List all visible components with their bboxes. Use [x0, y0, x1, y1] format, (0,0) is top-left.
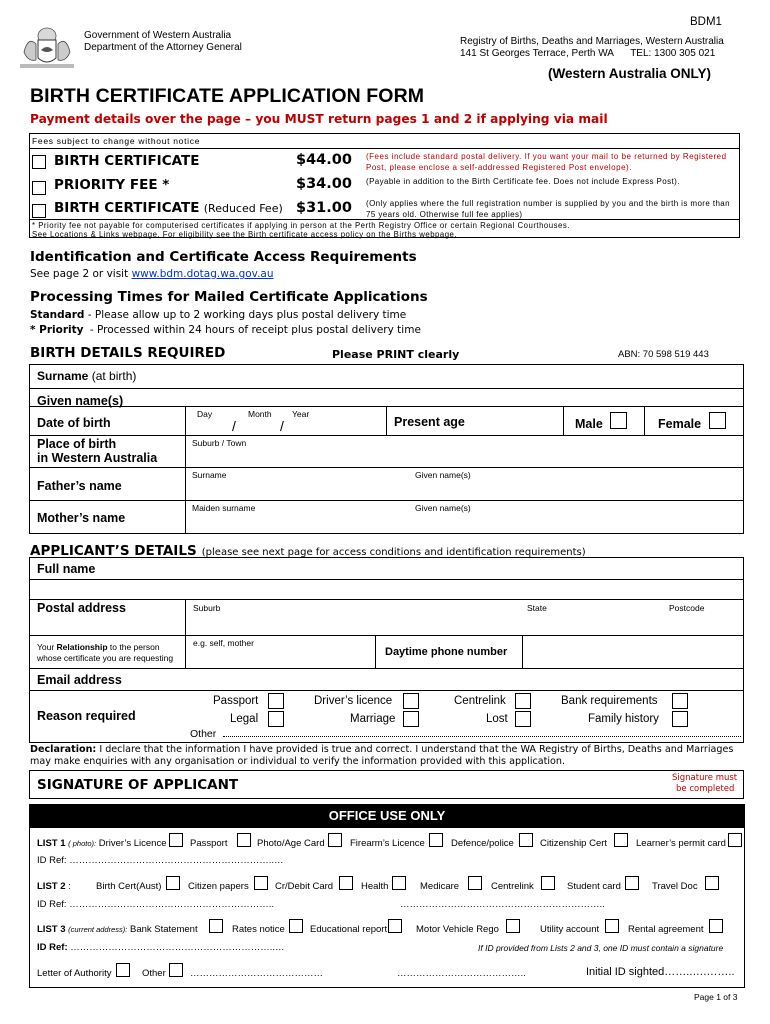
place-of-birth-field[interactable] — [190, 450, 740, 466]
list3-rates-checkbox[interactable] — [289, 919, 303, 933]
list1-idref — [37, 855, 283, 866]
reason-centrelink: Centrelink — [454, 695, 506, 707]
processing-heading: Processing Times for Mailed Certificate Applications — [30, 289, 428, 305]
registry-tel: TEL: 1300 305 021 — [630, 48, 716, 59]
list3-item-1: Rates notice — [232, 924, 285, 935]
list1-item-0: Driver’s Licence — [98, 838, 167, 849]
relationship-example: e.g. self, mother — [193, 638, 254, 648]
dob-year-label: Year — [292, 409, 310, 419]
dob-slash-2: / — [280, 418, 284, 434]
list1-defence-checkbox[interactable] — [519, 833, 533, 847]
reason-family-history: Family history — [588, 713, 659, 725]
relationship-prefix: Your — [37, 642, 57, 652]
reason-passport: Passport — [213, 695, 259, 707]
male-checkbox[interactable] — [610, 412, 627, 429]
abn: ABN: 70 598 519 443 — [618, 349, 709, 360]
list3-idref — [37, 942, 285, 953]
reason-legal: Legal — [230, 713, 259, 725]
fee-label-reduced — [54, 200, 283, 216]
list2-idref-label: ID Ref: — [37, 899, 67, 910]
lost-checkbox[interactable] — [515, 711, 531, 727]
full-name-field[interactable] — [140, 559, 740, 578]
standard-label: Standard — [30, 309, 85, 321]
father-name-field[interactable] — [190, 481, 740, 499]
dob-month-label: Month — [248, 409, 272, 419]
given-names-label: Given name(s) — [37, 394, 124, 408]
list3-rental-checkbox[interactable] — [709, 919, 723, 933]
present-age-label: Present age — [394, 415, 465, 429]
list2-citizen-papers-checkbox[interactable] — [254, 876, 268, 890]
fee-footnote-2: See Locations & Links webpage. For eligibility see the Birth certificate access policy on the Births webpage. — [32, 230, 458, 239]
list3-bank-statement-checkbox[interactable] — [209, 919, 223, 933]
id-heading: Identification and Certificate Access Requirements — [30, 249, 417, 265]
list2-centrelink-checkbox[interactable] — [541, 876, 555, 890]
email-field[interactable] — [140, 670, 740, 689]
list1-item-2: Photo/Age Card — [257, 838, 325, 849]
processing-standard — [30, 309, 406, 321]
list1-photo-card-checkbox[interactable] — [328, 833, 342, 847]
legal-checkbox[interactable] — [268, 711, 284, 727]
fee-note-reduced: (Only applies where the full registration number is supplied by you and the birth is more than 75 years old. Otherwise full fee applies) — [366, 199, 730, 219]
family-history-checkbox[interactable] — [672, 711, 688, 727]
relationship-bold: Relationship — [56, 642, 108, 652]
surname-label — [37, 369, 136, 383]
processing-priority — [30, 324, 421, 336]
passport-checkbox[interactable] — [268, 693, 284, 709]
list2-item-6: Student card — [567, 881, 621, 892]
list1-item-5: Citizenship Cert — [540, 838, 608, 849]
list2-item-5: Centrelink — [491, 881, 534, 892]
female-label: Female — [658, 417, 702, 431]
coat-of-arms-logo — [16, 22, 78, 72]
list3-idref-dots[interactable]: ………………………………………………………..… — [70, 942, 285, 953]
wa-only: (Western Australia ONLY) — [548, 66, 712, 81]
father-name-label: Father’s name — [37, 479, 122, 493]
fees-notice: Fees subject to change without notice — [32, 136, 201, 146]
list2-idref-dots-1[interactable]: ……………………………………………………….. — [69, 899, 274, 910]
relationship-label — [37, 642, 173, 664]
priority-fee-checkbox[interactable] — [32, 181, 46, 195]
id-text-prefix: See page 2 or visit — [30, 268, 132, 280]
list1-learners-checkbox[interactable] — [728, 833, 742, 847]
list2-title: LIST 2 — [37, 881, 66, 892]
priority-label: * Priority — [30, 324, 84, 336]
mother-name-field[interactable] — [190, 514, 740, 532]
list1-item-4: Defence/police — [451, 838, 514, 849]
office-other-checkbox[interactable] — [169, 963, 183, 977]
list2-item-3: Health — [361, 881, 389, 892]
fee-price-reduced: $31.00 — [296, 200, 352, 216]
list2-student-card-checkbox[interactable] — [625, 876, 639, 890]
state-label: State — [527, 603, 547, 613]
list1-firearms-checkbox[interactable] — [429, 833, 443, 847]
reason-marriage: Marriage — [350, 713, 396, 725]
letter-of-authority-checkbox[interactable] — [116, 963, 130, 977]
reason-other-field[interactable] — [223, 736, 741, 737]
reduced-fee-checkbox[interactable] — [32, 204, 46, 218]
list2-idref — [37, 899, 274, 910]
declaration-label: Declaration: — [30, 744, 97, 755]
list3-title: LIST 3 — [37, 924, 66, 935]
birth-details-heading: BIRTH DETAILS REQUIRED — [30, 345, 226, 361]
relationship-field[interactable] — [190, 650, 372, 667]
govt-line-2: Department of the Attorney General — [84, 42, 242, 53]
print-clearly: Please PRINT clearly — [332, 348, 460, 361]
mother-given-label: Given name(s) — [415, 503, 471, 513]
list2-idref-dots-2[interactable]: ……………………………………………………….. — [400, 899, 605, 910]
signature-label: SIGNATURE OF APPLICANT — [37, 777, 239, 793]
dob-day-label: Day — [197, 409, 213, 419]
bdm-link[interactable]: www.bdm.dotag.wa.gov.au — [131, 268, 274, 280]
dob-slash-1: / — [232, 418, 236, 434]
signature-required-2: be completed — [676, 784, 735, 794]
daytime-phone-field[interactable] — [525, 637, 741, 667]
postal-address-field[interactable] — [190, 581, 740, 598]
form-title: BIRTH CERTIFICATE APPLICATION FORM — [30, 85, 425, 107]
applicant-heading-note: (please see next page for access conditions and identification requirements) — [201, 547, 586, 558]
office-other-label: Other — [142, 968, 166, 979]
page-number: Page 1 of 3 — [694, 992, 738, 1002]
dob-field[interactable] — [190, 420, 380, 434]
marriage-checkbox[interactable] — [403, 711, 419, 727]
father-surname-label: Surname — [192, 470, 227, 480]
standard-text: - Please allow up to 2 working days plus postal delivery time — [87, 309, 407, 321]
centrelink-checkbox[interactable] — [515, 693, 531, 709]
suburb-town-label: Suburb / Town — [192, 438, 247, 448]
list3-item-5: Rental agreement — [628, 924, 704, 935]
list3-item-3: Motor Vehicle Rego — [416, 924, 499, 935]
list2-item-2: Cr/Debit Card — [275, 881, 334, 892]
list2-item-7: Travel Doc — [652, 881, 698, 892]
fee-row-reduced[interactable] — [32, 202, 46, 220]
mother-name-label: Mother’s name — [37, 511, 126, 525]
registry-line-1: Registry of Births, Deaths and Marriages, Western Australia — [460, 36, 724, 47]
list2-health-checkbox[interactable] — [392, 876, 406, 890]
registry-line-2 — [460, 48, 715, 59]
applicant-heading-main: APPLICANT’S DETAILS — [30, 543, 197, 559]
office-other-dots[interactable]: …………………………………… — [190, 968, 323, 979]
list1-title: LIST 1 — [37, 838, 66, 849]
list3-item-4: Utility account — [540, 924, 600, 935]
drivers-licence-checkbox[interactable] — [403, 693, 419, 709]
list1-note: ( photo): — [68, 839, 97, 848]
fee-price-priority: $34.00 — [296, 176, 352, 192]
reason-drivers-licence: Driver’s licence — [314, 695, 393, 707]
present-age-field[interactable] — [472, 409, 560, 433]
list1-label — [37, 838, 167, 849]
list1-item-6: Learner’s permit card — [636, 838, 726, 849]
list1-citizenship-checkbox[interactable] — [614, 833, 628, 847]
postcode-label: Postcode — [669, 603, 705, 613]
postal-address-label: Postal address — [37, 601, 126, 615]
fee-price-birth: $44.00 — [296, 152, 352, 168]
list2-item-1: Citizen papers — [188, 881, 249, 892]
reason-other: Other — [190, 728, 217, 740]
fee-row-priority[interactable] — [32, 179, 46, 197]
letter-of-authority-label: Letter of Authority — [37, 968, 112, 979]
list2-colon: : — [68, 881, 71, 892]
surname-label-suffix: (at birth) — [91, 369, 137, 383]
declaration — [30, 744, 742, 767]
daytime-phone-label: Daytime phone number — [385, 646, 508, 658]
mother-maiden-label: Maiden surname — [192, 503, 256, 513]
office-use-heading: OFFICE USE ONLY — [29, 804, 745, 828]
fee-note-birth: (Fees include standard postal delivery. If you want your mail to be returned by Registered Post, please enclose a self-addressed Registered Post envelope). — [366, 152, 727, 172]
place-of-birth-label-2: in Western Australia — [37, 451, 158, 465]
list3-idref-label: ID Ref: — [37, 942, 68, 953]
list1-drivers-licence-checkbox[interactable] — [169, 833, 183, 847]
list3-utility-checkbox[interactable] — [605, 919, 619, 933]
id-text — [30, 268, 274, 280]
list1-idref-dots[interactable]: ………………………………………………………..… — [69, 855, 284, 866]
surname-label-main: Surname — [37, 369, 89, 383]
declaration-text: I declare that the information I have provided is true and correct. I understand that the WA Registry of Births, Deaths and Marriages may make enquiries with any organisation or individual to verify the information provided with this application. — [30, 744, 734, 767]
fee-label-reduced-main: BIRTH CERTIFICATE — [54, 200, 200, 216]
suburb-label: Suburb — [193, 603, 221, 613]
list-id-note: If ID provided from Lists 2 and 3, one ID must contain a signature — [478, 943, 724, 953]
list2-travel-doc-checkbox[interactable] — [705, 876, 719, 890]
relationship-line-2: whose certificate you are requesting — [37, 653, 174, 663]
list2-medicare-checkbox[interactable] — [468, 876, 482, 890]
given-names-field[interactable] — [200, 390, 740, 405]
fee-footnote-1: * Priority fee not payable for computerised certificates if applying in person at the Perth Registry Office or certain Regional Courthouses. — [32, 221, 570, 230]
office-other-dots-2[interactable]: ………………………………….. — [397, 968, 526, 979]
father-given-label: Given name(s) — [415, 470, 471, 480]
list2-card-checkbox[interactable] — [339, 876, 353, 890]
priority-text: - Processed within 24 hours of receipt plus postal delivery time — [89, 324, 421, 336]
suburb-field[interactable] — [190, 614, 740, 634]
email-label: Email address — [37, 673, 122, 687]
list2-birth-cert-checkbox[interactable] — [166, 876, 180, 890]
list1-idref-label: ID Ref: — [37, 855, 67, 866]
fee-label-priority: PRIORITY FEE * — [54, 177, 170, 193]
surname-field[interactable] — [200, 366, 740, 386]
list2-item-4: Medicare — [420, 881, 460, 892]
reason-label: Reason required — [37, 709, 136, 723]
list2-label — [37, 881, 71, 892]
govt-line-1: Government of Western Australia — [84, 30, 232, 41]
female-checkbox[interactable] — [709, 412, 726, 429]
list3-educational-checkbox[interactable] — [388, 919, 402, 933]
dob-label: Date of birth — [37, 416, 111, 430]
list3-rego-checkbox[interactable] — [506, 919, 520, 933]
payment-notice: Payment details over the page – you MUST return pages 1 and 2 if applying via mail — [30, 112, 608, 126]
list1-passport-checkbox[interactable] — [237, 833, 251, 847]
list3-item-2: Educational report — [310, 924, 388, 935]
list1-item-3: Firearm’s Licence — [350, 838, 425, 849]
place-of-birth-label-1: Place of birth — [37, 437, 117, 451]
reason-lost: Lost — [486, 713, 508, 725]
fee-label-birth: BIRTH CERTIFICATE — [54, 153, 200, 169]
list2-item-0: Birth Cert(Aust) — [96, 881, 162, 892]
reason-bank: Bank requirements — [561, 695, 658, 707]
fee-row-birth[interactable] — [32, 153, 46, 171]
list3-item-0: Bank Statement — [129, 924, 198, 935]
signature-required-1: Signature must — [672, 773, 738, 783]
list3-label — [37, 924, 198, 935]
list1-item-1: Passport — [190, 838, 228, 849]
form-code: BDM1 — [690, 16, 722, 28]
registry-address: 141 St Georges Terrace, Perth WA — [460, 48, 614, 59]
initial-id-sighted[interactable]: Initial ID sighted……..….…….. — [586, 966, 735, 978]
relationship-suffix: to the person — [107, 642, 160, 652]
fee-note-priority: (Payable in addition to the Birth Certificate fee. Does not include Express Post). — [366, 177, 680, 186]
bank-requirements-checkbox[interactable] — [672, 693, 688, 709]
male-label: Male — [575, 417, 603, 431]
office-use-box — [29, 804, 745, 988]
fee-label-reduced-suffix: (Reduced Fee) — [203, 202, 283, 215]
list3-note: (current address): — [68, 925, 128, 934]
birth-certificate-checkbox[interactable] — [32, 155, 46, 169]
full-name-label: Full name — [37, 562, 96, 576]
